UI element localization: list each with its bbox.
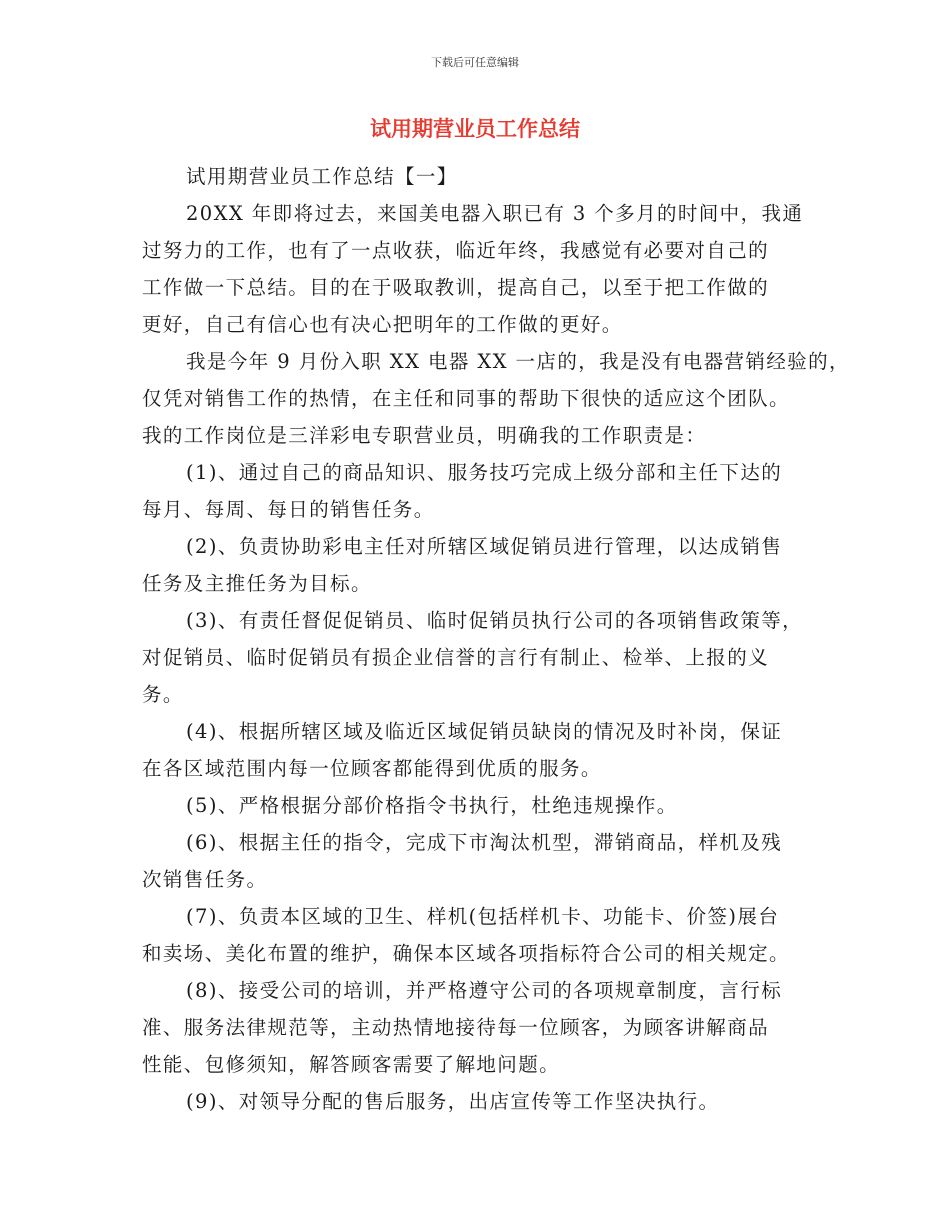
paragraph-line: 次销售任务。: [142, 868, 268, 891]
paragraph-line: 和卖场、美化布置的维护，确保本区域各项指标符合公司的相关规定。: [142, 942, 790, 965]
paragraph-line: 我的工作岗位是三洋彩电专职营业员，明确我的工作职责是：: [142, 424, 707, 447]
paragraph-start-line: (7)、负责本区域的卫生、样机(包括样机卡、功能卡、价签)展台: [186, 905, 780, 928]
paragraph-line: 对促销员、临时促销员有损企业信誉的言行有制止、检举、上报的义: [142, 646, 770, 669]
paragraph-line: 工作做一下总结。目的在于吸取教训，提高自己，以至于把工作做的: [142, 276, 770, 299]
paragraph-start-line: (3)、有责任督促促销员、临时促销员执行公司的各项销售政策等，: [186, 609, 804, 632]
paragraph-line: 性能、包修须知，解答顾客需要了解地问题。: [142, 1053, 561, 1076]
paragraph-line: 仅凭对销售工作的热情，在主任和同事的帮助下很快的适应这个团队。: [142, 387, 790, 410]
paragraph-start-line: 试用期营业员工作总结【一】: [186, 165, 458, 188]
header-note: 下载后可任意编辑: [431, 56, 519, 69]
paragraph-start-line: (1)、通过自己的商品知识、服务技巧完成上级分部和主任下达的: [186, 461, 783, 484]
paragraph-line: 务。: [142, 683, 184, 706]
paragraph-start-line: (8)、接受公司的培训，并严格遵守公司的各项规章制度，言行标: [186, 979, 783, 1002]
paragraph-start-line: (4)、根据所辖区域及临近区域促销员缺岗的情况及时补岗，保证: [186, 720, 783, 743]
paragraph-line: 任务及主推任务为目标。: [142, 572, 372, 595]
paragraph-line: 准、服务法律规范等，主动热情地接待每一位顾客，为顾客讲解商品: [142, 1016, 770, 1039]
paragraph-line: 在各区域范围内每一位顾客都能得到优质的服务。: [142, 757, 602, 780]
paragraph-start-line: 20XX 年即将过去，来国美电器入职已有 3 个多月的时间中，我通: [186, 202, 804, 225]
paragraph-start-line: (5)、严格根据分部价格指令书执行，杜绝违规操作。: [186, 794, 678, 817]
paragraph-line: 过努力的工作，也有了一点收获，临近年终，我感觉有必要对自己的: [142, 239, 770, 262]
paragraph-line: 更好，自己有信心也有决心把明年的工作做的更好。: [142, 313, 623, 336]
paragraph-start-line: 我是今年 9 月份入职 XX 电器 XX 一店的，我是没有电器营销经验的，: [186, 350, 850, 373]
document-body: [142, 158, 850, 1120]
paragraph-start-line: (6)、根据主任的指令，完成下市淘汰机型，滞销商品，样机及残: [186, 831, 783, 854]
document-title: 试用期营业员工作总结: [370, 117, 580, 141]
paragraph-start-line: (9)、对领导分配的售后服务，出店宣传等工作坚决执行。: [186, 1090, 720, 1113]
paragraph-line: 每月、每周、每日的销售任务。: [142, 498, 435, 521]
paragraph-start-line: (2)、负责协助彩电主任对所辖区域促销员进行管理，以达成销售: [186, 535, 783, 558]
